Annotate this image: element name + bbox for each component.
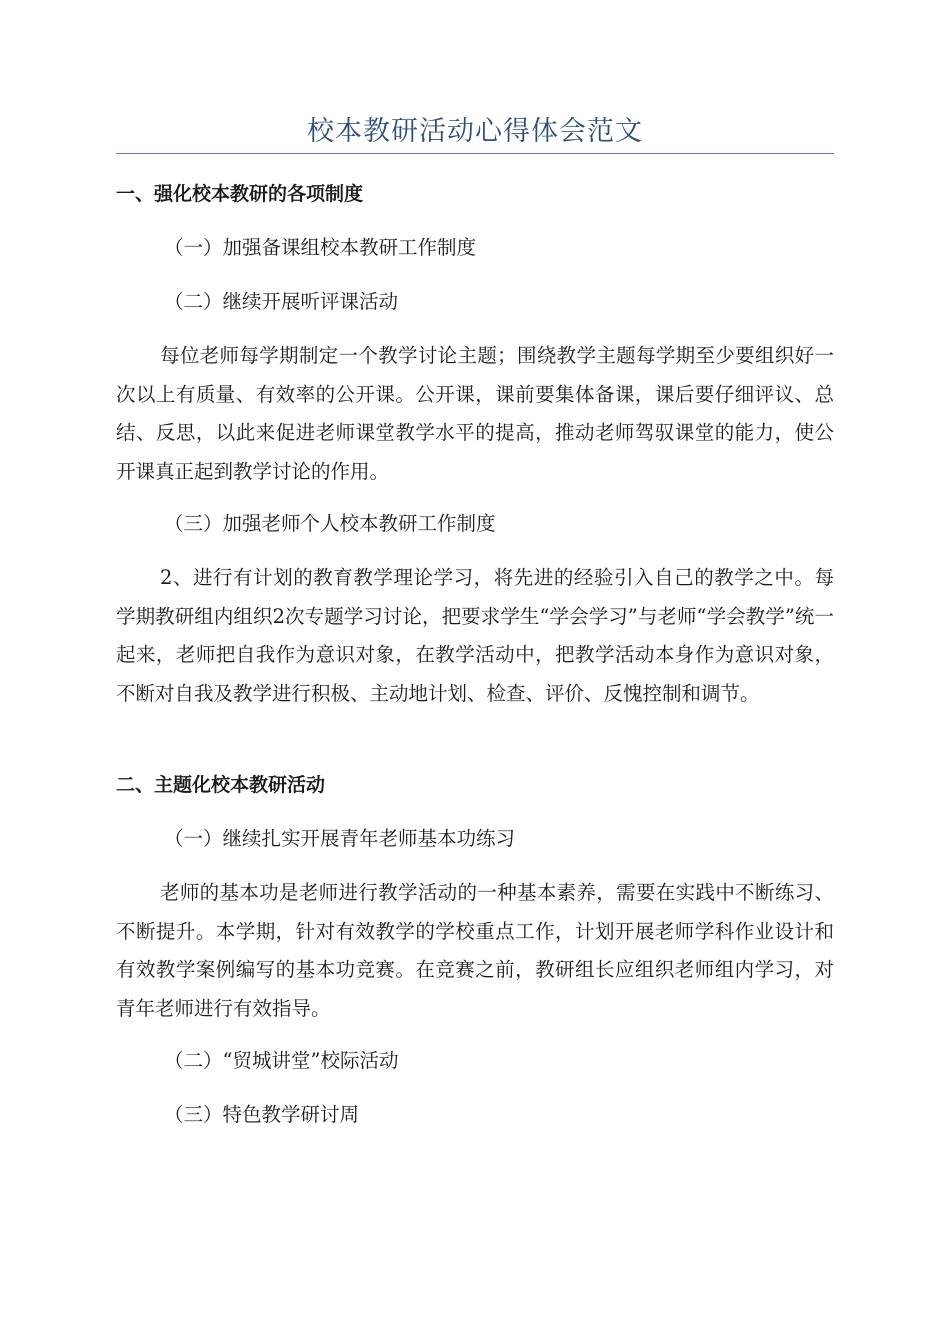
paragraph-2-1: 老师的基本功是老师进行教学活动的一种基本素养，需要在实践中不断练习、不断提升。本学期，针对有效教学的学校重点工作，计划开展老师学科作业设计和有效教学案例编写的基本功竞赛。在竞赛之前，教研组长应组织老师组内学习，对青年老师进行有效指导。 [116,881,834,1020]
subheading-2-3: （三）特色教学研讨周 [164,1103,360,1126]
subheading-1-1: （一）加强备课组校本教研工作制度 [164,236,477,259]
subheading-2-1: （一）继续扎实开展青年老师基本功练习 [164,827,516,850]
title-underline [116,153,834,154]
paragraph-1-1: 每位老师每学期制定一个教学讨论主题；围绕教学主题每学期至少要组织好一次以上有质量、有效率的公开课。公开课，课前要集体备课，课后要仔细评议、总结、反思，以此来促进老师课堂教学水平的提高，推动老师驾驭课堂的能力，使公开课真正起到教学讨论的作用。 [116,344,834,483]
subheading-2-2: （二）“贸城讲堂”校际活动 [164,1049,399,1072]
section-heading-2: 二、主题化校本教研活动 [116,774,326,796]
subheading-1-2: （二）继续开展听评课活动 [164,290,399,313]
subheading-1-3: （三）加强老师个人校本教研工作制度 [164,512,496,535]
document-title: 校本教研活动心得体会范文 [307,116,643,147]
paragraph-1-2: 2、进行有计划的教育教学理论学习，将先进的经验引入自己的教学之中。每学期教研组内组织2次专题学习讨论，把要求学生“学会学习”与老师“学会教学”统一起来，老师把自我作为意识对象，在教学活动中，把教学活动本身作为意识对象，不断对自我及教学进行积极、主动地计划、检查、评价、反愧控制和调节。 [116,566,834,705]
section-heading-1: 一、强化校本教研的各项制度 [116,183,364,205]
